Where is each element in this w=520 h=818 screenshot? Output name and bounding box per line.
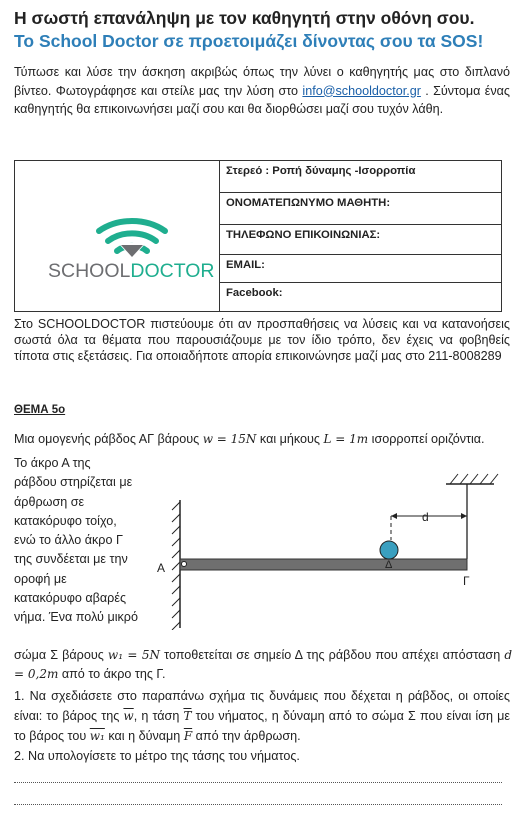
question-text: από την άρθρωση. xyxy=(192,729,301,743)
side-line: κατακόρυφο τοίχο, xyxy=(14,513,117,528)
label-a: Α xyxy=(157,561,166,575)
schooldoctor-logo xyxy=(15,161,219,311)
wall xyxy=(172,500,180,630)
body-weight-value: w₁ = 5N xyxy=(107,648,161,662)
phone-label: ΤΗΛΕΦΩΝΟ ΕΠΙΚΟΙΝΩΝΙΑΣ: xyxy=(226,229,381,241)
problem-side-text xyxy=(14,454,138,628)
side-line: ράβδου στηρίζεται με xyxy=(14,475,133,490)
intro-text xyxy=(14,63,510,119)
intro-text-after: . Σύντομα ένας καθηγητής θα επικοινωνήσει μαζί σου και θα διορθώσει μαζί σου τυχόν λάθη. xyxy=(14,83,510,116)
vector-w: $\overline{w}$ xyxy=(123,709,134,723)
rod xyxy=(180,559,467,570)
question-text: 1. Να σχεδιάσετε στο παραπάνω σχήμα τις δυνάμεις που δέχεται η ράβδος, οι οποίες είναι: το βάρος της xyxy=(14,689,510,723)
problem-text: από το άκρο της Γ. xyxy=(58,666,166,681)
side-line: οροφή με xyxy=(14,571,67,586)
side-line: Το άκρο Α της xyxy=(14,456,91,470)
distance-value: d = 0,2m xyxy=(14,648,512,681)
side-line: ενώ το άλλο άκρο Γ xyxy=(14,533,123,548)
ceiling xyxy=(446,474,498,484)
facebook-label: Facebook: xyxy=(226,287,283,299)
logo-cell xyxy=(15,161,220,311)
side-line: νήμα. Ένα πολύ μικρό xyxy=(14,610,138,625)
student-name-label: ΟΝΟΜΑΤΕΠΩΝΥΜΟ ΜΑΘΗΤΗ: xyxy=(226,197,391,209)
topic-label: Στερεό : Ροπή δύναμης -Ισορροπία xyxy=(226,165,416,177)
question-text: του νήματος, η δύναμη από το σώμα Σ που είναι ίση με το βάρος του xyxy=(14,709,510,743)
question-2: 2. Να υπολογίσετε το μέτρο της τάσης του νήματος. xyxy=(14,749,300,763)
intro-text-before: Τύπωσε και λύσε την άσκηση ακριβώς όπως την λύνει ο καθηγητής μας στο διπλανό βίντεο. Φωτογράφησε και στείλε μας την λύση στο xyxy=(14,65,510,98)
page-title: Η σωστή επανάληψη με τον καθηγητή στην οθόνη σου. xyxy=(14,8,475,28)
question-text: και η δύναμη xyxy=(104,729,184,743)
label-d: d xyxy=(422,510,429,524)
question-text: , η τάση xyxy=(133,709,184,723)
problem-text: και μήκους xyxy=(256,432,324,446)
logo-wordmark: SCHOOLDOCTOR xyxy=(48,260,215,282)
label-delta: Δ xyxy=(385,559,393,571)
problem-line-2 xyxy=(14,646,512,683)
problem-text: ισορροπεί οριζόντια. xyxy=(368,432,485,446)
student-info-table xyxy=(14,160,502,312)
side-line: κατακόρυφο αβαρές xyxy=(14,591,127,606)
weight-value: w = 15N xyxy=(202,432,257,446)
email-row[interactable] xyxy=(220,255,501,283)
answer-line[interactable] xyxy=(14,804,502,805)
side-line: άρθρωση σε xyxy=(14,494,85,509)
hinge xyxy=(182,562,187,567)
answer-line[interactable] xyxy=(14,782,502,783)
student-name-row[interactable] xyxy=(220,193,501,225)
wifi-icon xyxy=(99,221,165,258)
vector-t: $\overline{T}$ xyxy=(183,709,192,723)
email-label: EMAIL: xyxy=(226,259,265,271)
problem-line-1 xyxy=(14,432,512,446)
facebook-row[interactable] xyxy=(220,283,501,311)
phone-row[interactable] xyxy=(220,225,501,255)
page-subtitle: Το School Doctor σε προετοιμάζει δίνοντας σου τα SOS! xyxy=(14,31,484,51)
problem-text: σώμα Σ βάρους xyxy=(14,648,108,662)
rod-diagram xyxy=(150,470,510,630)
side-line: της συνδέεται με την xyxy=(14,552,128,567)
topic-row xyxy=(220,161,501,193)
label-gamma: Γ xyxy=(463,574,470,588)
info-paragraph: Στο SCHOOLDOCTOR πιστεύουμε ότι αν προσπαθήσεις να λύσεις και να κατανοήσεις σωστά όλα τα θέματα που παρουσιάζουμε με τον ίδιο τρόπο, δεν έχεις να φοβηθείς τίποτα στις εξετάσεις. Για οποιαδήποτε απορία επικοινώνησε μαζί μας στο 211-8008289 xyxy=(14,317,510,363)
length-value: L = 1m xyxy=(323,432,369,446)
problem-text: Μια ομογενής ράβδος ΑΓ βάρους xyxy=(14,432,203,446)
question-1 xyxy=(14,686,510,746)
vector-w1: w₁ xyxy=(89,729,105,743)
small-body xyxy=(380,541,398,559)
theme-heading: ΘΕΜΑ 5ο xyxy=(14,404,66,416)
vector-f: $\overline{F}$ xyxy=(183,729,193,743)
problem-text: τοποθετείται σε σημείο Δ της ράβδου που απέχει απόσταση xyxy=(160,648,505,662)
email-link[interactable]: info@schooldoctor.gr xyxy=(302,83,421,98)
